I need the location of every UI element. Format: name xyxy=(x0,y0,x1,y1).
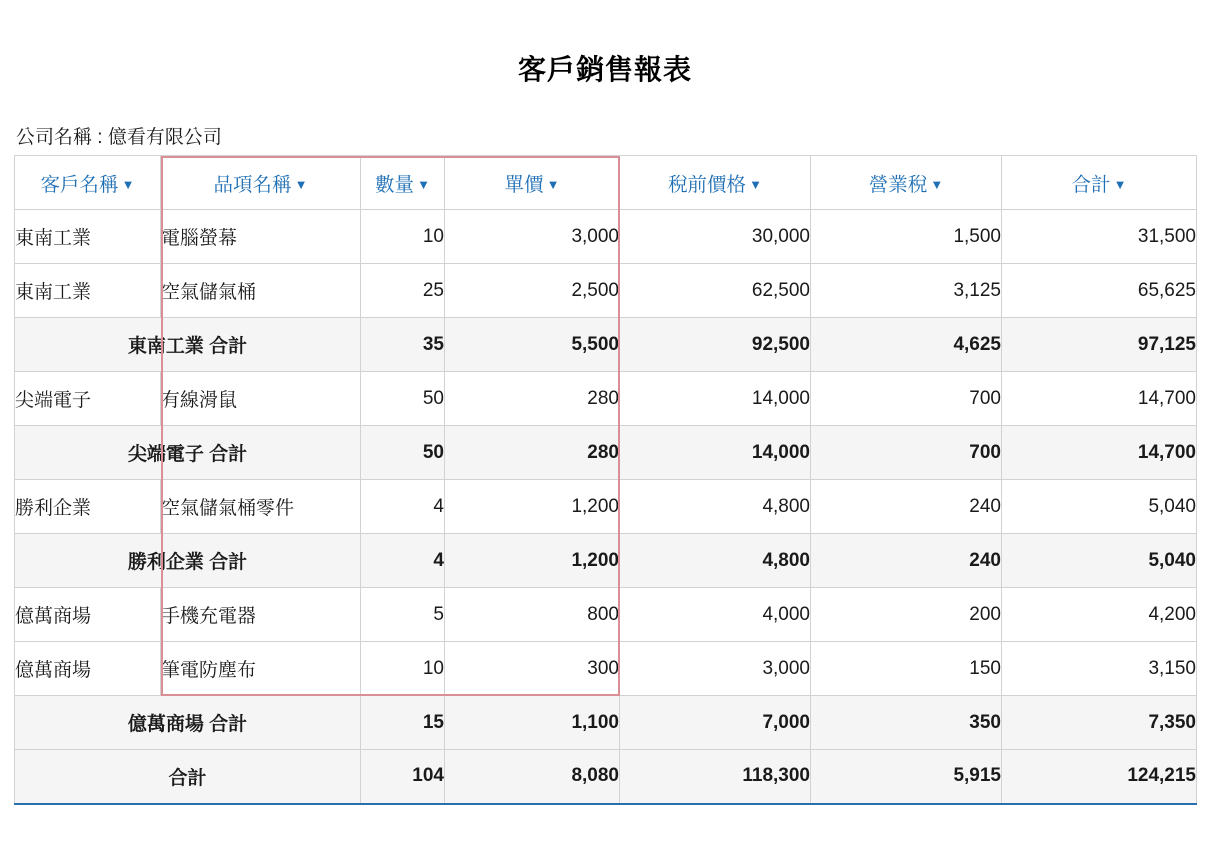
cell-price: 5,500 xyxy=(445,318,620,372)
table-row xyxy=(15,480,1197,534)
cell-pretax: 30,000 xyxy=(620,210,811,264)
cell-total: 4,200 xyxy=(1002,588,1197,642)
cell-tax: 1,500 xyxy=(811,210,1002,264)
cell-customer: 東南工業 xyxy=(15,264,161,318)
column-header-price-label: 單價 xyxy=(504,173,544,196)
cell-tax: 4,625 xyxy=(811,318,1002,372)
column-header-total[interactable] xyxy=(1002,156,1197,210)
cell-total: 31,500 xyxy=(1002,210,1197,264)
cell-pretax: 14,000 xyxy=(620,372,811,426)
cell-item: 空氣儲氣桶 xyxy=(161,264,361,318)
cell-price: 3,000 xyxy=(445,210,620,264)
chevron-down-icon[interactable]: ▼ xyxy=(546,176,560,192)
column-header-total-label: 合計 xyxy=(1071,173,1111,196)
cell-qty: 15 xyxy=(361,696,445,750)
column-header-tax[interactable] xyxy=(811,156,1002,210)
cell-tax: 150 xyxy=(811,642,1002,696)
cell-pretax: 118,300 xyxy=(620,750,811,804)
subtotal-row xyxy=(15,426,1197,480)
chevron-down-icon[interactable]: ▼ xyxy=(749,176,762,192)
cell-group-label: 勝利企業 合計 xyxy=(15,534,361,588)
chevron-down-icon[interactable]: ▼ xyxy=(294,176,308,192)
cell-pretax: 4,800 xyxy=(620,480,811,534)
cell-price: 2,500 xyxy=(445,264,620,318)
cell-group-label: 合計 xyxy=(15,750,361,804)
cell-price: 1,100 xyxy=(445,696,620,750)
cell-qty: 4 xyxy=(361,534,445,588)
cell-total: 7,350 xyxy=(1002,696,1197,750)
table-header xyxy=(15,156,1197,210)
cell-total: 14,700 xyxy=(1002,426,1197,480)
cell-tax: 5,915 xyxy=(811,750,1002,804)
cell-pretax: 4,800 xyxy=(620,534,811,588)
cell-price: 280 xyxy=(445,426,620,480)
column-header-tax-label: 營業稅 xyxy=(868,173,928,196)
column-header-pretax[interactable] xyxy=(620,156,811,210)
header-row xyxy=(15,156,1197,210)
cell-customer: 億萬商場 xyxy=(15,642,161,696)
sales-report-table xyxy=(14,155,1197,805)
cell-tax: 700 xyxy=(811,426,1002,480)
cell-item: 有線滑鼠 xyxy=(161,372,361,426)
table-row xyxy=(15,588,1197,642)
cell-tax: 240 xyxy=(811,534,1002,588)
cell-group-label: 東南工業 合計 xyxy=(15,318,361,372)
column-header-price[interactable] xyxy=(445,156,620,210)
cell-pretax: 92,500 xyxy=(620,318,811,372)
cell-item: 電腦螢幕 xyxy=(161,210,361,264)
cell-group-label: 億萬商場 合計 xyxy=(15,696,361,750)
chevron-down-icon[interactable]: ▼ xyxy=(417,176,430,192)
subtotal-row xyxy=(15,318,1197,372)
column-header-qty[interactable] xyxy=(361,156,445,210)
cell-customer: 億萬商場 xyxy=(15,588,161,642)
cell-qty: 10 xyxy=(361,642,445,696)
cell-pretax: 3,000 xyxy=(620,642,811,696)
report-page xyxy=(0,48,1210,860)
cell-tax: 3,125 xyxy=(811,264,1002,318)
company-name-label: 公司名稱 : 億看有限公司 xyxy=(16,127,222,148)
cell-price: 8,080 xyxy=(445,750,620,804)
chevron-down-icon[interactable]: ▼ xyxy=(121,176,135,192)
table-row xyxy=(15,642,1197,696)
page-title: 客戶銷售報表 xyxy=(517,54,692,85)
cell-price: 280 xyxy=(445,372,620,426)
column-header-item[interactable] xyxy=(161,156,361,210)
cell-qty: 25 xyxy=(361,264,445,318)
cell-tax: 700 xyxy=(811,372,1002,426)
cell-tax: 350 xyxy=(811,696,1002,750)
cell-group-label: 尖端電子 合計 xyxy=(15,426,361,480)
cell-total: 124,215 xyxy=(1002,750,1197,804)
column-header-item-label: 品項名稱 xyxy=(213,173,292,196)
grand-total-row xyxy=(15,750,1197,804)
table-body xyxy=(15,210,1197,804)
cell-total: 5,040 xyxy=(1002,480,1197,534)
chevron-down-icon[interactable]: ▼ xyxy=(1113,176,1127,192)
cell-price: 800 xyxy=(445,588,620,642)
subtotal-row xyxy=(15,534,1197,588)
cell-item: 筆電防塵布 xyxy=(161,642,361,696)
cell-total: 5,040 xyxy=(1002,534,1197,588)
cell-total: 3,150 xyxy=(1002,642,1197,696)
cell-qty: 10 xyxy=(361,210,445,264)
cell-total: 97,125 xyxy=(1002,318,1197,372)
cell-customer: 東南工業 xyxy=(15,210,161,264)
table-row xyxy=(15,210,1197,264)
cell-item: 空氣儲氣桶零件 xyxy=(161,480,361,534)
cell-total: 14,700 xyxy=(1002,372,1197,426)
cell-qty: 50 xyxy=(361,426,445,480)
cell-item: 手機充電器 xyxy=(161,588,361,642)
cell-price: 300 xyxy=(445,642,620,696)
cell-customer: 勝利企業 xyxy=(15,480,161,534)
cell-qty: 50 xyxy=(361,372,445,426)
cell-qty: 5 xyxy=(361,588,445,642)
cell-qty: 35 xyxy=(361,318,445,372)
column-header-qty-label: 數量 xyxy=(375,173,415,196)
cell-pretax: 7,000 xyxy=(620,696,811,750)
subtotal-row xyxy=(15,696,1197,750)
cell-price: 1,200 xyxy=(445,534,620,588)
table-row xyxy=(15,372,1197,426)
cell-customer: 尖端電子 xyxy=(15,372,161,426)
cell-total: 65,625 xyxy=(1002,264,1197,318)
cell-tax: 200 xyxy=(811,588,1002,642)
chevron-down-icon[interactable]: ▼ xyxy=(930,176,944,192)
cell-tax: 240 xyxy=(811,480,1002,534)
cell-price: 1,200 xyxy=(445,480,620,534)
column-header-customer-label: 客戶名稱 xyxy=(40,173,119,196)
cell-pretax: 62,500 xyxy=(620,264,811,318)
cell-qty: 4 xyxy=(361,480,445,534)
cell-qty: 104 xyxy=(361,750,445,804)
column-header-customer[interactable] xyxy=(15,156,161,210)
column-header-pretax-label: 稅前價格 xyxy=(668,173,747,196)
table-row xyxy=(15,264,1197,318)
cell-pretax: 14,000 xyxy=(620,426,811,480)
cell-pretax: 4,000 xyxy=(620,588,811,642)
